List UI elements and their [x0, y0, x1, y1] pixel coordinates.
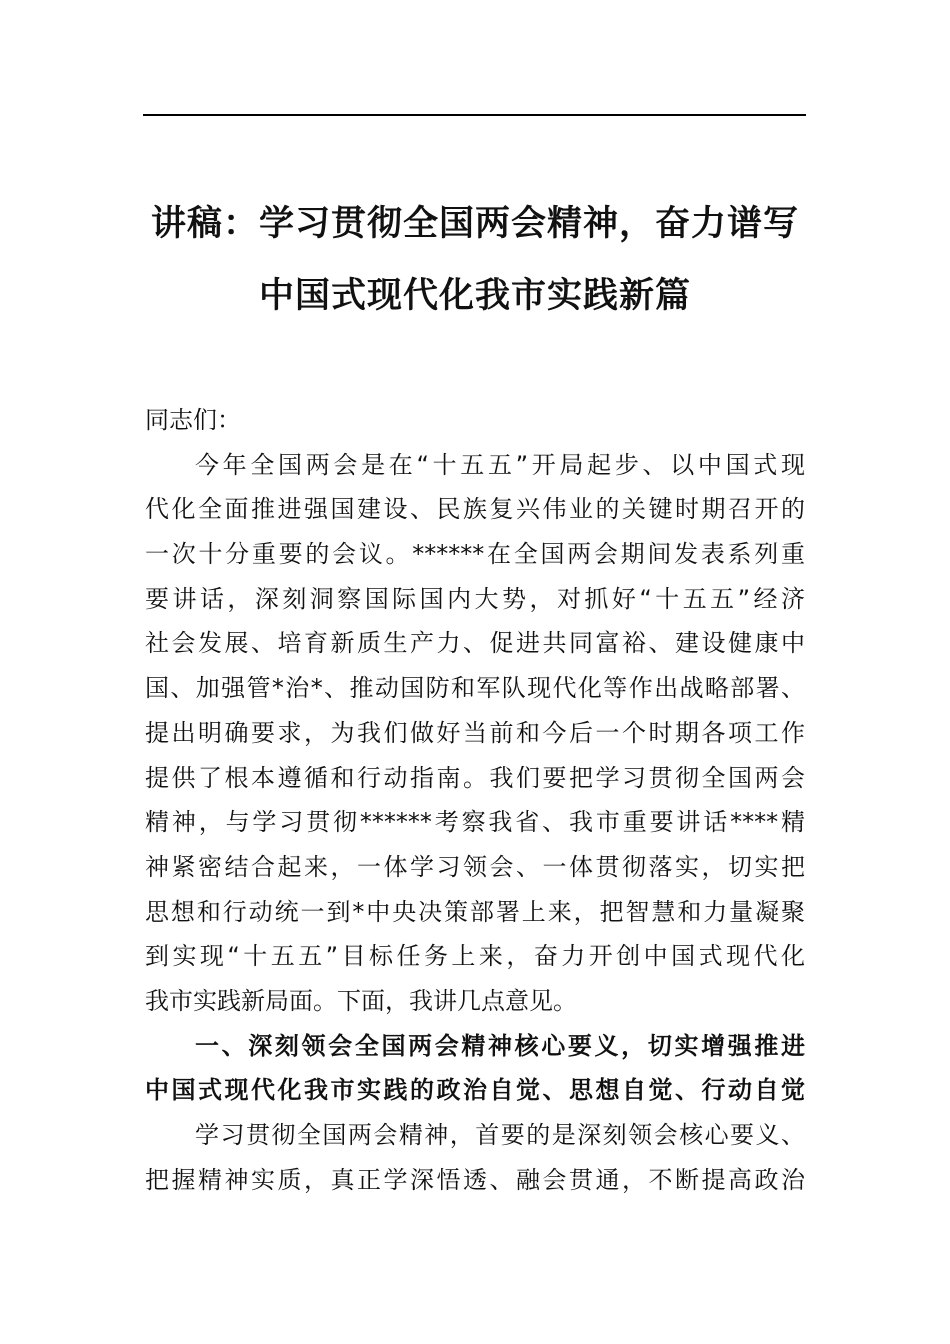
paragraph-line: 到实现“十五五”目标任务上来，奋力开创中国式现代化 — [145, 942, 805, 971]
paragraph-1 — [145, 443, 805, 1024]
paragraph-line: 一次十分重要的会议。******在全国两会期间发表系列重 — [145, 540, 805, 569]
document-title-line-1: 讲稿：学习贯彻全国两会精神，奋力谱写 — [150, 203, 799, 244]
paragraph-line: 神紧密结合起来，一体学习领会、一体贯彻落实，切实把 — [145, 852, 805, 881]
paragraph-line: 要讲话，深刻洞察国际国内大势，对抓好“十五五”经济 — [145, 584, 805, 613]
salutation: 同志们： — [145, 406, 241, 434]
paragraph-line: 今年全国两会是在“十五五”开局起步、以中国式现 — [195, 450, 805, 479]
paragraph-line: 学习贯彻全国两会精神，首要的是深刻领会核心要义、 — [195, 1121, 805, 1149]
paragraph-line: 社会发展、培育新质生产力、促进共同富裕、建设健康中 — [145, 629, 805, 658]
document-body — [145, 398, 805, 1202]
paragraph-line: 我市实践新局面。下面，我讲几点意见。 — [145, 986, 577, 1015]
paragraph-2 — [145, 1113, 805, 1202]
paragraph-line: 把握精神实质，真正学深悟透、融会贯通，不断提高政治 — [145, 1165, 805, 1194]
paragraph-line: 国、加强管*治*、推动国防和军队现代化等作出战略部署、 — [145, 674, 805, 703]
heading-line: 一、深刻领会全国两会精神核心要义，切实增强推进 — [195, 1031, 805, 1060]
heading-line: 中国式现代化我市实践的政治自觉、思想自觉、行动自觉 — [145, 1076, 805, 1105]
paragraph-line: 提供了根本遵循和行动指南。我们要把学习贯彻全国两会 — [145, 763, 805, 792]
header-rule — [143, 114, 806, 116]
paragraph-line: 精神，与学习贯彻******考察我省、我市重要讲话****精 — [145, 808, 805, 837]
document-title-line-2: 中国式现代化我市实践新篇 — [258, 275, 691, 316]
paragraph-line: 提出明确要求，为我们做好当前和今后一个时期各项工作 — [145, 718, 805, 747]
paragraph-line: 代化全面推进强国建设、民族复兴伟业的关键时期召开的 — [145, 495, 805, 524]
section-heading-1 — [145, 1024, 805, 1113]
paragraph-line: 思想和行动统一到*中央决策部署上来，把智慧和力量凝聚 — [145, 897, 805, 926]
